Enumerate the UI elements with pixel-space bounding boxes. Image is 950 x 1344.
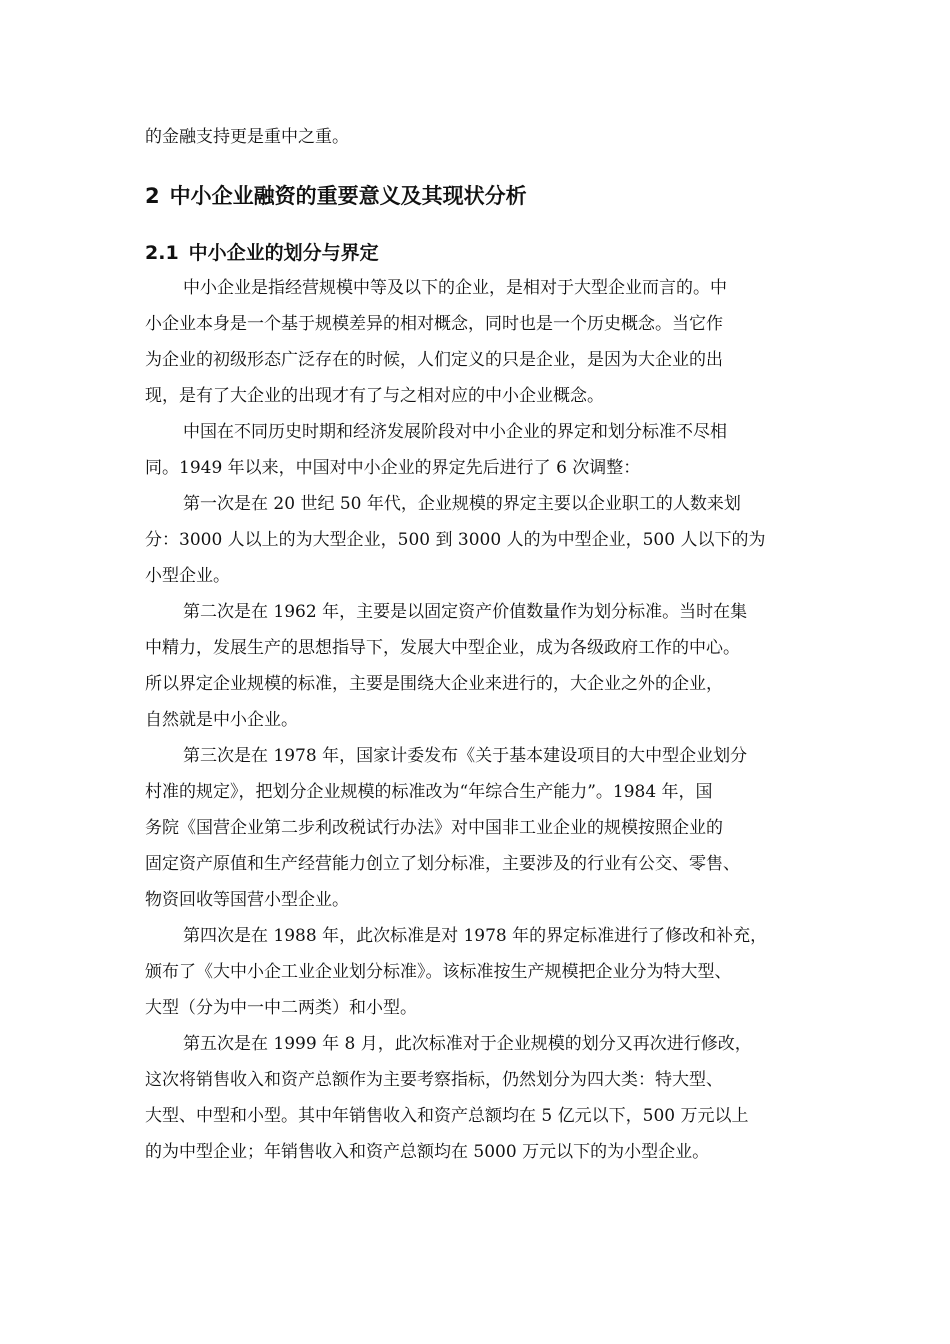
paragraph [145, 738, 815, 918]
paragraph-line: 村准的规定》，把划分企业规模的标准改为“年综合生产能力”。1984 年，国 [145, 782, 713, 802]
paragraph-line: 第二次是在 1962 年，主要是以固定资产价值数量作为划分标准。当时在集 [183, 602, 748, 622]
paragraph-line: 分：3000 人以上的为大型企业，500 到 3000 人的为中型企业，500 人以下的为 [145, 530, 766, 550]
paragraph-line: 第四次是在 1988 年，此次标准是对 1978 年的界定标准进行了修改和补充， [183, 926, 768, 946]
section-title: 中小企业融资的重要意义及其现状分析 [169, 184, 527, 208]
paragraph-line: 小型企业。 [145, 566, 230, 586]
paragraph-line: 自然就是中小企业。 [145, 710, 298, 730]
paragraph-line: 务院《国营企业第二步利改税试行办法》对中国非工业企业的规模按照企业的 [145, 818, 723, 838]
paragraph-line: 颁布了《大中小企工业企业划分标准》。该标准按生产规模把企业分为特大型、 [145, 962, 732, 982]
paragraph-line: 物资回收等国营小型企业。 [145, 890, 349, 910]
paragraph-line: 小企业本身是一个基于规模差异的相对概念，同时也是一个历史概念。当它作 [145, 314, 723, 334]
paragraph-line: 这次将销售收入和资产总额作为主要考察指标，仍然划分为四大类：特大型、 [145, 1070, 723, 1090]
paragraph-line: 中小企业是指经营规模中等及以下的企业，是相对于大型企业而言的。中 [183, 278, 727, 298]
paragraph-line: 为企业的初级形态广泛存在的时候，人们定义的只是企业，是因为大企业的出 [145, 350, 723, 370]
paragraph [145, 594, 815, 738]
paragraph-line: 中精力，发展生产的思想指导下，发展大中型企业，成为各级政府工作的中心。 [145, 638, 740, 658]
section-number: 2 [145, 184, 160, 208]
subsection-number: 2.1 [145, 242, 179, 264]
paragraph [145, 414, 815, 486]
paragraph [145, 1026, 815, 1170]
paragraph-line: 第一次是在 20 世纪 50 年代，企业规模的界定主要以企业职工的人数来划 [183, 494, 741, 514]
paragraph-line: 第三次是在 1978 年，国家计委发布《关于基本建设项目的大中型企业划分 [183, 746, 748, 766]
document-body [145, 119, 815, 1170]
intro-line: 的金融支持更是重中之重。 [145, 127, 349, 147]
paragraph [145, 918, 815, 1026]
paragraph-line: 同。1949 年以来，中国对中小企业的界定先后进行了 6 次调整： [145, 458, 641, 478]
paragraph-line: 中国在不同历史时期和经济发展阶段对中小企业的界定和划分标准不尽相 [183, 422, 727, 442]
paragraph-line: 现，是有了大企业的出现才有了与之相对应的中小企业概念。 [145, 386, 604, 406]
paragraph-line: 固定资产原值和生产经营能力创立了划分标准，主要涉及的行业有公交、零售、 [145, 854, 740, 874]
paragraph-line: 所以界定企业规模的标准，主要是围绕大企业来进行的，大企业之外的企业， [145, 674, 723, 694]
paragraph-line: 的为中型企业；年销售收入和资产总额均在 5000 万元以下的为小型企业。 [145, 1142, 710, 1162]
paragraph [145, 270, 815, 414]
subsection-heading [145, 239, 815, 267]
section-heading [145, 182, 815, 210]
paragraph-line: 大型（分为中一中二两类）和小型。 [145, 998, 417, 1018]
subsection-title: 中小企业的划分与界定 [188, 242, 379, 264]
paragraph-line: 第五次是在 1999 年 8 月，此次标准对于企业规模的划分又再次进行修改， [183, 1034, 752, 1054]
paragraph [145, 486, 815, 594]
paragraph-line: 大型、中型和小型。其中年销售收入和资产总额均在 5 亿元以下，500 万元以上 [145, 1106, 749, 1126]
